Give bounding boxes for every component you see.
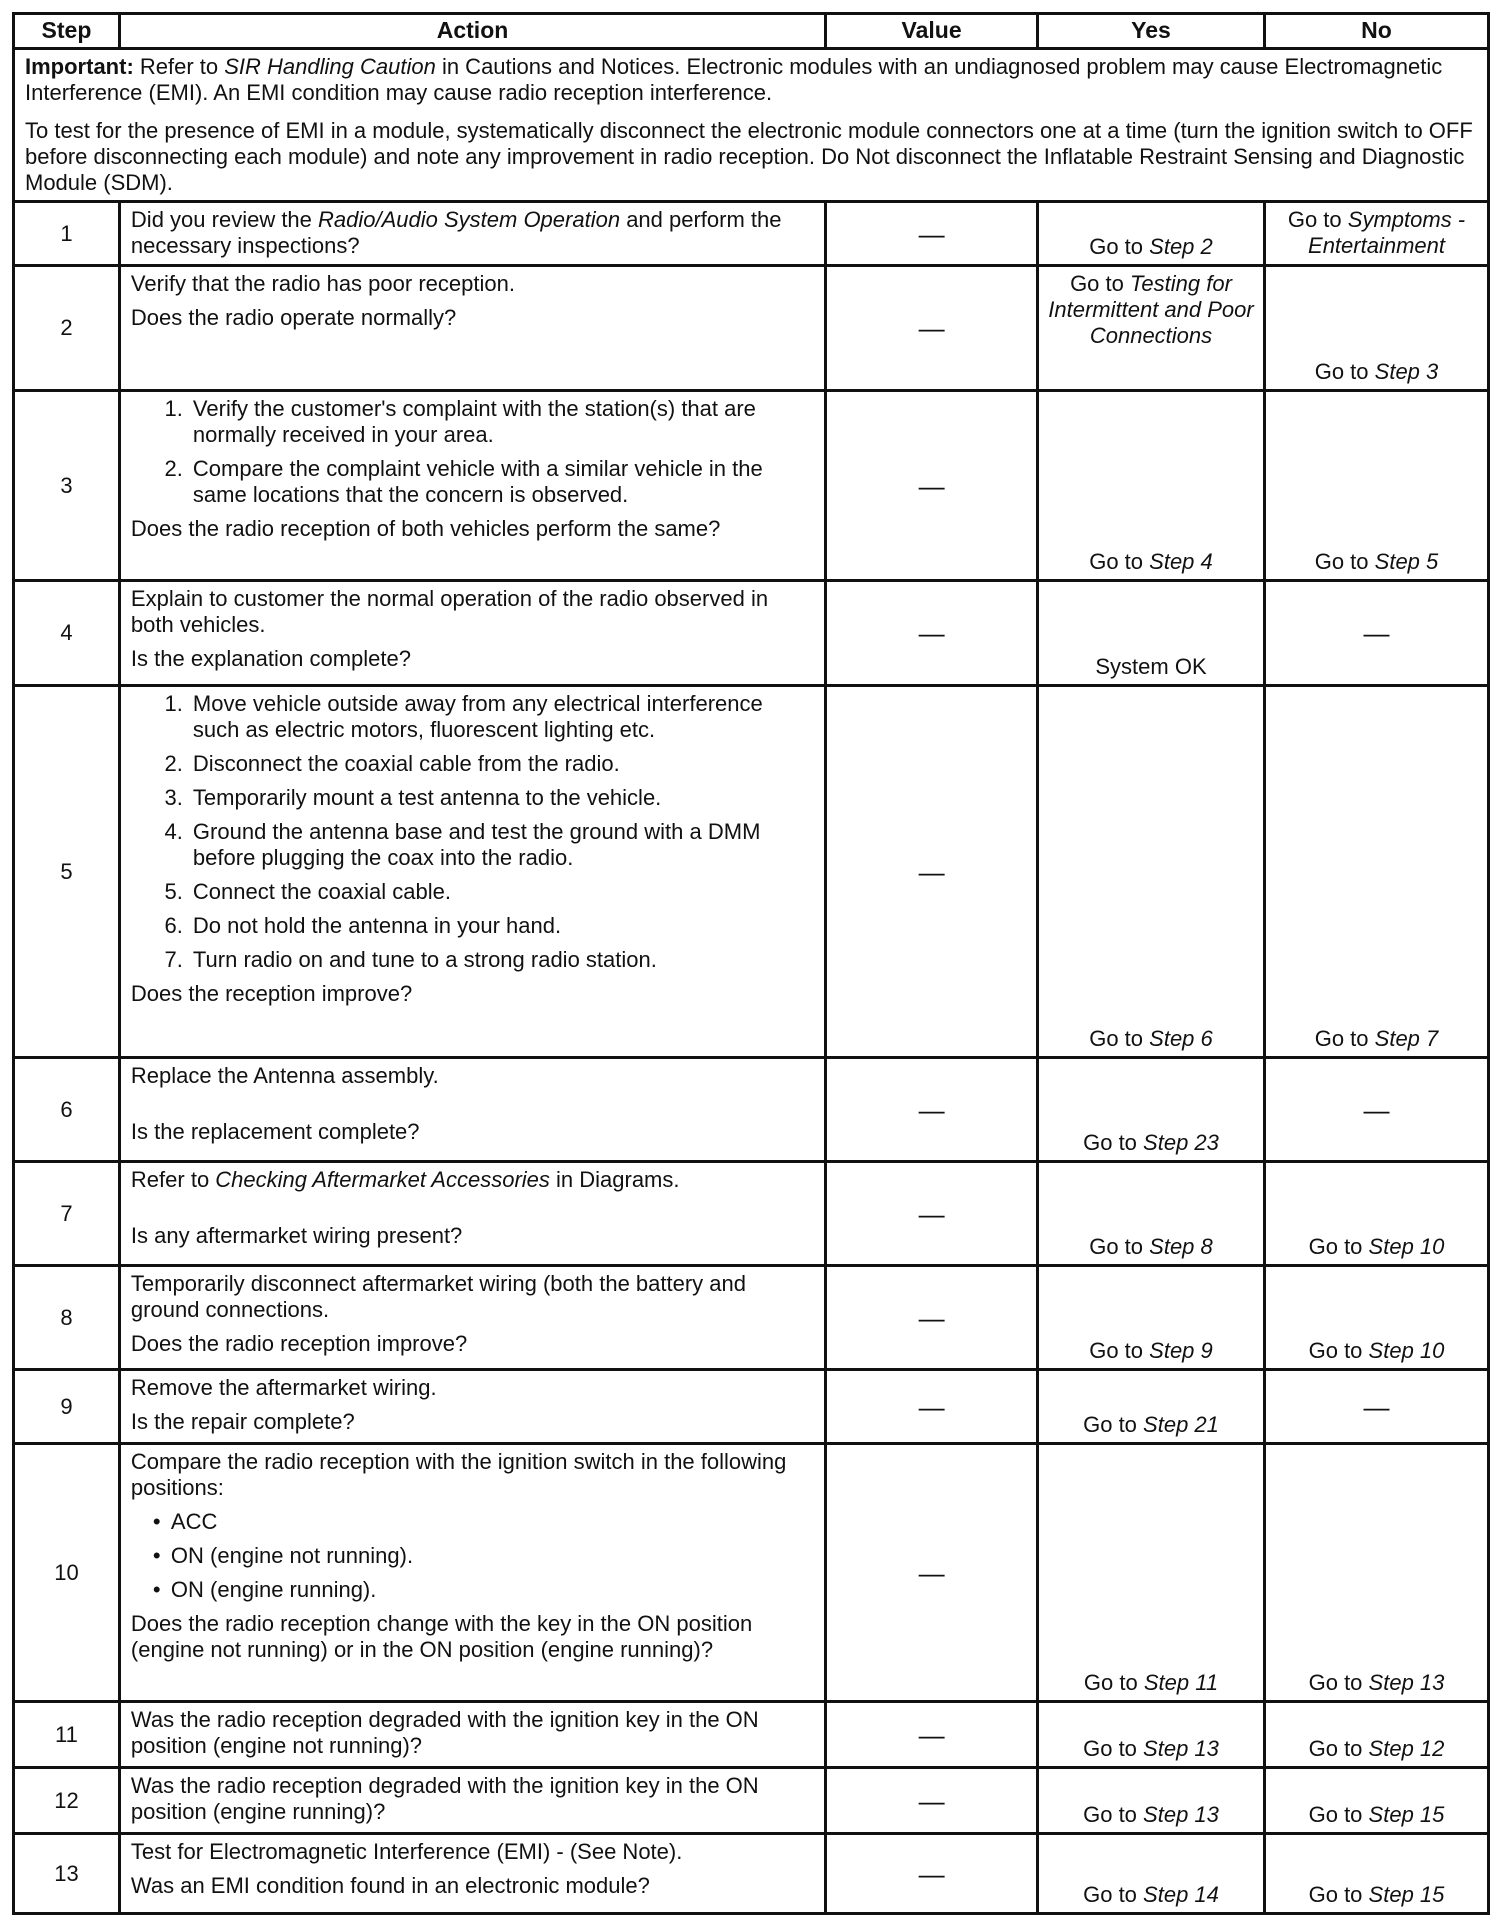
header-row: [14, 14, 1489, 49]
yes-cell: [1038, 1266, 1265, 1370]
step-number: 1: [14, 202, 120, 266]
table-row: [14, 1370, 1489, 1444]
goto-label: Go to: [1089, 1338, 1144, 1363]
goto-label: Go to: [1308, 1234, 1363, 1259]
goto-label: Go to: [1314, 359, 1369, 384]
yes-step-ref: Step 8: [1149, 1234, 1213, 1259]
no-step-ref: Step 15: [1368, 1802, 1445, 1827]
note-paragraph-2: To test for the presence of EMI in a module, systematically disconnect the electronic module connectors one at a time (turn the ignition switch to OFF before disconnecting each module) and note any improvement in radio reception. Do Not disconnect the Inflatable Restraint Sensing and Diagnostic Module (SDM).: [25, 118, 1473, 195]
sir-handling-caution-ref: SIR Handling Caution: [224, 54, 436, 79]
list-item: • ON (engine running).: [171, 1577, 814, 1603]
step-number: 10: [14, 1444, 120, 1702]
table-row: [14, 266, 1489, 391]
goto-label: Go to: [1308, 1802, 1363, 1827]
note-paragraph-1: [25, 54, 1477, 106]
goto-label: Go to: [1089, 234, 1144, 259]
action-cell: [119, 1266, 825, 1370]
no-cell: —: [1265, 1370, 1489, 1444]
yes-cell: [1038, 1834, 1265, 1914]
table-row: [14, 581, 1489, 686]
yes-cell: [1038, 1768, 1265, 1834]
no-cell: [1265, 1768, 1489, 1834]
instruction-list: [131, 396, 814, 508]
no-step-ref: Step 12: [1368, 1736, 1445, 1761]
question: Does the radio reception improve?: [130, 1331, 468, 1356]
question: Was an EMI condition found in an electronic module?: [130, 1873, 650, 1898]
question: Is the replacement complete?: [130, 1119, 420, 1144]
value-cell: —: [826, 202, 1038, 266]
goto-label: Go to: [1308, 1736, 1363, 1761]
step-number: 7: [14, 1162, 120, 1266]
table-row: [14, 1702, 1489, 1768]
no-step-ref: Step 10: [1368, 1338, 1445, 1363]
goto-label: Go to: [1314, 1026, 1369, 1051]
goto-label: Go to: [1083, 1412, 1137, 1437]
no-cell: —: [1265, 581, 1489, 686]
step-number: 9: [14, 1370, 120, 1444]
goto-label: Go to: [1083, 1882, 1137, 1907]
value-cell: —: [826, 1370, 1038, 1444]
action-cell: [119, 581, 825, 686]
yes-cell: [1038, 1702, 1265, 1768]
yes-step-ref: Step 2: [1149, 234, 1213, 259]
instruction: Replace the Antenna assembly.: [130, 1063, 439, 1088]
no-cell: [1265, 1444, 1489, 1702]
value-cell: —: [826, 1162, 1038, 1266]
yes-step-ref: Step 13: [1143, 1736, 1219, 1761]
yes-step-ref: Testing for Intermittent and Poor Connections: [1048, 271, 1254, 348]
no-step-ref: Step 7: [1374, 1026, 1439, 1051]
question: [131, 207, 814, 259]
instruction: Test for Electromagnetic Interference (EMI) - (See Note).: [130, 1839, 683, 1864]
yes-step-ref: Step 6: [1149, 1026, 1213, 1051]
step-number: 5: [14, 686, 120, 1058]
step-number: 6: [14, 1058, 120, 1162]
value-cell: —: [826, 1058, 1038, 1162]
table-row: [14, 391, 1489, 581]
yes-cell: [1038, 391, 1265, 581]
question: Was the radio reception degraded with the ignition key in the ON position (engine running)?: [130, 1773, 759, 1824]
no-cell: [1265, 391, 1489, 581]
no-step-ref: Step 10: [1368, 1234, 1445, 1259]
table-row: [14, 1768, 1489, 1834]
instruction: Verify that the radio has poor reception.: [130, 271, 515, 296]
yes-step-ref: Step 23: [1143, 1130, 1219, 1155]
no-cell: [1265, 202, 1489, 266]
question: Does the radio reception of both vehicles perform the same?: [130, 516, 721, 541]
action-cell: [119, 686, 825, 1058]
yes-step-ref: Step 14: [1143, 1882, 1219, 1907]
diagnostic-table-wrapper: [12, 12, 1490, 1915]
yes-cell: [1038, 1058, 1265, 1162]
instruction: Remove the aftermarket wiring.: [130, 1375, 437, 1400]
question: Was the radio reception degraded with the ignition key in the ON position (engine not running)?: [130, 1707, 759, 1758]
value-cell: —: [826, 391, 1038, 581]
action-cell: [119, 1444, 825, 1702]
instruction: [131, 1167, 814, 1193]
list-item: 1. Verify the customer's complaint with the station(s) that are normally received in your area.: [189, 396, 814, 448]
goto-label: Go to: [1308, 1670, 1363, 1695]
yes-cell: [1038, 266, 1265, 391]
goto-label: Go to: [1308, 1882, 1363, 1907]
yes-cell: System OK: [1038, 581, 1265, 686]
step-number: 2: [14, 266, 120, 391]
no-step-ref: Step 13: [1368, 1670, 1445, 1695]
radio-audio-operation-ref: Radio/Audio System Operation: [318, 207, 621, 232]
value-cell: —: [826, 1768, 1038, 1834]
no-cell: —: [1265, 1058, 1489, 1162]
list-item: 6. Do not hold the antenna in your hand.: [189, 913, 814, 939]
action-cell: [119, 1702, 825, 1768]
position-list: [131, 1509, 814, 1603]
note-label: Important:: [25, 54, 134, 79]
no-step-ref: Symptoms - Entertainment: [1308, 207, 1466, 258]
no-step-ref: Step 3: [1374, 359, 1439, 384]
no-cell: [1265, 1702, 1489, 1768]
question-text: and perform the necessary inspections?: [130, 207, 782, 258]
header-step: Step: [14, 14, 120, 49]
list-item: 2. Compare the complaint vehicle with a similar vehicle in the same locations that the concern is observed.: [189, 456, 814, 508]
list-item: 4. Ground the antenna base and test the ground with a DMM before plugging the coax into the radio.: [189, 819, 814, 871]
step-number: 4: [14, 581, 120, 686]
step-number: 3: [14, 391, 120, 581]
list-item: 5. Connect the coaxial cable.: [189, 879, 814, 905]
instruction: Explain to customer the normal operation of the radio observed in both vehicles.: [130, 586, 769, 637]
list-item: 1. Move vehicle outside away from any electrical interference such as electric motors, fluorescent lighting etc.: [189, 691, 814, 743]
goto-label: Go to: [1083, 1670, 1138, 1695]
yes-cell: [1038, 1444, 1265, 1702]
yes-cell: [1038, 1162, 1265, 1266]
no-cell: [1265, 1162, 1489, 1266]
action-cell: [119, 202, 825, 266]
yes-step-ref: Step 13: [1143, 1802, 1219, 1827]
goto-label: Go to: [1089, 1234, 1144, 1259]
header-no: No: [1265, 14, 1489, 49]
no-step-ref: Step 15: [1368, 1882, 1445, 1907]
note-text: in Cautions and Notices. Electronic modules with an undiagnosed problem may cause Electromagnetic Interference (EMI). An EMI condition may cause radio reception interference.: [25, 54, 1443, 105]
question-text: Did you review the: [130, 207, 319, 232]
yes-cell: [1038, 686, 1265, 1058]
list-item: • ACC: [171, 1509, 814, 1535]
value-cell: —: [826, 1444, 1038, 1702]
question: Is the repair complete?: [130, 1409, 355, 1434]
goto-label: Go to: [1083, 1802, 1137, 1827]
action-cell: [119, 391, 825, 581]
important-note-row: [14, 49, 1489, 202]
yes-step-ref: Step 11: [1143, 1670, 1219, 1695]
header-yes: Yes: [1038, 14, 1265, 49]
table-row: [14, 686, 1489, 1058]
action-cell: [119, 1162, 825, 1266]
instruction-text: in Diagrams.: [549, 1167, 680, 1192]
yes-step-ref: Step 21: [1143, 1412, 1219, 1437]
table-row: [14, 1834, 1489, 1914]
diagnostic-table: [12, 12, 1490, 1915]
value-cell: —: [826, 266, 1038, 391]
yes-cell: [1038, 1370, 1265, 1444]
list-item: 2. Disconnect the coaxial cable from the radio.: [189, 751, 814, 777]
goto-label: Go to: [1314, 549, 1369, 574]
list-item: 3. Temporarily mount a test antenna to the vehicle.: [189, 785, 814, 811]
list-item: • ON (engine not running).: [171, 1543, 814, 1569]
table-row: [14, 1266, 1489, 1370]
goto-label: Go to: [1083, 1736, 1137, 1761]
value-cell: —: [826, 1266, 1038, 1370]
value-cell: —: [826, 581, 1038, 686]
step-number: 8: [14, 1266, 120, 1370]
yes-cell: [1038, 202, 1265, 266]
note-text: Refer to: [133, 54, 225, 79]
important-note: [14, 49, 1489, 202]
yes-step-ref: Step 4: [1149, 549, 1213, 574]
step-number: 12: [14, 1768, 120, 1834]
list-item: 7. Turn radio on and tune to a strong radio station.: [189, 947, 814, 973]
goto-label: Go to: [1308, 1338, 1363, 1363]
value-cell: —: [826, 686, 1038, 1058]
goto-label: Go to: [1089, 549, 1144, 574]
table-row: [14, 1162, 1489, 1266]
instruction-text: Refer to: [130, 1167, 216, 1192]
action-cell: [119, 1058, 825, 1162]
action-cell: [119, 266, 825, 391]
question: Is any aftermarket wiring present?: [130, 1223, 463, 1248]
no-step-ref: Step 5: [1374, 549, 1439, 574]
goto-label: Go to: [1089, 1026, 1144, 1051]
question: Does the radio reception change with the key in the ON position (engine not running) or in the ON position (engine running)?: [130, 1611, 753, 1662]
instruction: Temporarily disconnect aftermarket wiring (both the battery and ground connections.: [130, 1271, 746, 1322]
goto-label: Go to: [1083, 1130, 1137, 1155]
step-number: 11: [14, 1702, 120, 1768]
table-row: [14, 1058, 1489, 1162]
step-number: 13: [14, 1834, 120, 1914]
no-cell: [1265, 1266, 1489, 1370]
no-cell: [1265, 1834, 1489, 1914]
header-action: Action: [119, 14, 825, 49]
action-cell: [119, 1370, 825, 1444]
question: Does the reception improve?: [130, 981, 413, 1006]
checking-aftermarket-ref: Checking Aftermarket Accessories: [215, 1167, 550, 1192]
yes-step-ref: Step 9: [1149, 1338, 1213, 1363]
question: Is the explanation complete?: [130, 646, 411, 671]
table-row: [14, 202, 1489, 266]
no-cell: [1265, 266, 1489, 391]
action-cell: [119, 1834, 825, 1914]
no-cell: [1265, 686, 1489, 1058]
goto-label: Go to: [1287, 207, 1342, 232]
instruction: Compare the radio reception with the ignition switch in the following positions:: [130, 1449, 787, 1500]
instruction-list: [131, 691, 814, 973]
table-row: [14, 1444, 1489, 1702]
goto-label: Go to: [1070, 271, 1124, 296]
value-cell: —: [826, 1834, 1038, 1914]
action-cell: [119, 1768, 825, 1834]
header-value: Value: [826, 14, 1038, 49]
question: Does the radio operate normally?: [130, 305, 457, 330]
value-cell: —: [826, 1702, 1038, 1768]
